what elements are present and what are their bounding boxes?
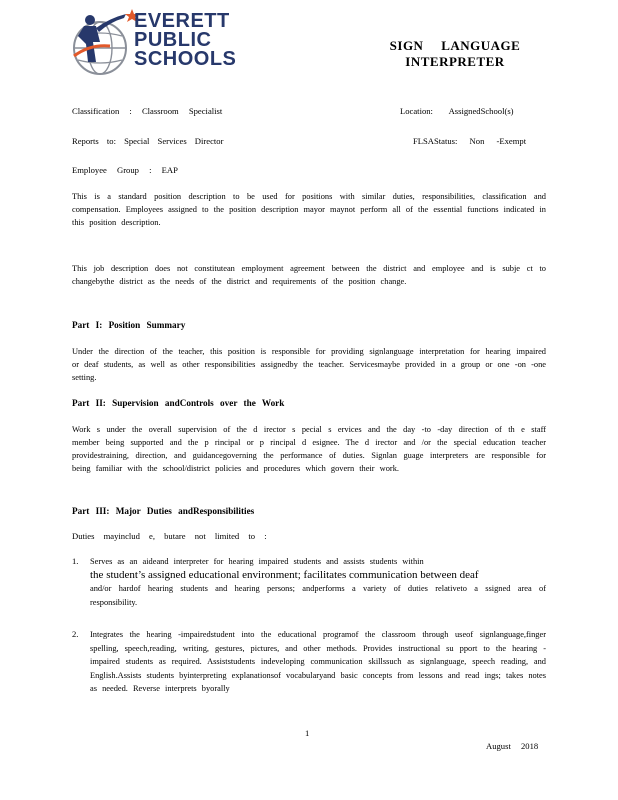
district-logo-text [134,12,236,69]
duty-2-text: Integrates the hearing -impairedstudent into the educational programof the classroom through useof signlanguage,finger spelling, speech,reading, writing, gestures, pictures, and other methods. Provides instructional su pport to the hearing -impaired students as required. Assiststudents indeveloping communication skillssuch as signlanguage, speech reading, and English.Assists students byinterpreting explanationsof vocabularyand basic concepts from lessons and read ings; takes notes as needed. Reverse interprets byorally [90,630,546,693]
part-1-text: Under the direction of the teacher, this position is responsible for providing signlanguage interpretation for hearing impaired or deaf students, as well as other responsibilities assignedby the teacher. Servicesmaybe provided in a group or one -on -one setting. [72,347,546,382]
location-field: Location: AssignedSchool(s) [400,106,514,116]
employee-group-field: Employee Group : EAP [72,165,178,175]
duty-1-rest: and/or hardof hearing students and hearing persons; andperforms a variety of duties relativeto a ssigned area of responsibility. [90,584,546,607]
revision-date: August 2018 [486,741,539,751]
logo-line-1: EVERETT [134,10,230,32]
part-3-heading: Part III: Major Duties andResponsibilities [72,506,255,516]
part-2-heading: Part II: Supervision andControls over the Work [72,398,285,408]
classification-field: Classification : Classroom Specialist [72,106,223,116]
part-1-heading: Part I: Position Summary [72,320,186,330]
flsa-status-field: FLSAStatus: Non -Exempt [413,136,527,146]
duty-1-text [90,555,546,609]
logo-line-3: SCHOOLS [134,48,237,70]
part-2-text: Work s under the overall supervision of the d irector s pecial s ervices and the day -to -day direction of th e staff member being supported and the p rincipal or p rincipal d esignee. The d irector and /or the special education teacher providestraining, direction, and guidancegoverning the performance of duties. Signlan guage interpreters are responsible for being familiar with the school/district policies and procedures which govern their work. [72,425,546,473]
duty-1-line-2: the student’s assigned educational environment; facilitates communication between deaf [90,568,479,581]
logo-line-2: PUBLIC [134,29,212,51]
page-number: 1 [305,728,310,738]
intro-paragraph-2: This job description does not constitutean employment agreement between the district and employee and is subje ct to changebythe district as the needs of the district and requirements of the position change. [72,264,546,286]
reports-to-field: Reports to: Special Services Director [72,136,224,146]
title-line-1: SIGN LANGUAGE [389,38,521,53]
document-title [340,38,570,70]
part-3-intro: Duties mayinclud e, butare not limited to : [72,531,267,541]
title-line-2: INTERPRETER [405,54,505,69]
duty-1-number: 1. [72,556,79,566]
duty-2-number: 2. [72,629,79,639]
duty-1-line-1: Serves as an aideand interpreter for hearing impaired students and assists students within [90,557,424,566]
intro-paragraph-1: This is a standard position description to be used for positions with similar duties, responsibilities, classification and compensation. Employees assigned to the position description mayor maynot perform all of the essential functions indicated in this position description. [72,192,546,227]
